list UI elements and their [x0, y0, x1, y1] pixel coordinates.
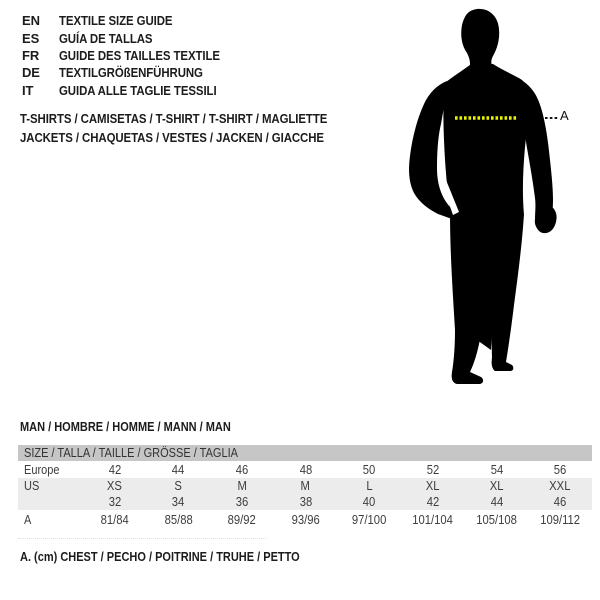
language-label	[59, 65, 242, 80]
table-cell	[147, 463, 211, 477]
language-label-text: TEXTILGRÖßENFÜHRUNG	[59, 65, 203, 81]
table-cell	[210, 495, 274, 509]
table-cell	[528, 495, 592, 509]
cell-value: M	[300, 479, 311, 493]
category-line-tshirts-text: T-SHIRTS / CAMISETAS / T-SHIRT / T-SHIRT / MAGLIETTE	[20, 111, 328, 126]
cell-value: 56	[553, 462, 567, 477]
language-row-es	[22, 29, 242, 46]
category-line-jackets-text: JACKETS / CHAQUETAS / VESTES / JACKEN / GIACCHE	[20, 130, 324, 145]
cell-value: 105/108	[476, 512, 517, 527]
table-row-us	[18, 478, 592, 494]
table-cell	[83, 495, 147, 509]
language-row-it	[22, 82, 242, 99]
cell-value: 40	[363, 495, 376, 509]
table-cell	[83, 479, 147, 493]
table-cell	[274, 513, 338, 527]
measurement-label-a: A	[560, 108, 569, 123]
language-row-de	[22, 64, 242, 81]
table-cell	[147, 479, 211, 493]
man-silhouette-figure	[402, 4, 574, 389]
table-cell	[401, 495, 465, 509]
category-line-jackets	[20, 128, 369, 147]
language-label-text: TEXTILE SIZE GUIDE	[59, 13, 173, 29]
man-silhouette-svg	[402, 4, 574, 389]
language-label-text: GUIDE DES TAILLES TEXTILE	[59, 47, 220, 63]
table-cell	[528, 463, 592, 477]
table-cell	[147, 513, 211, 527]
table-cell	[465, 479, 529, 493]
table-cell	[338, 479, 402, 493]
table-row-us-numeric	[18, 494, 592, 510]
language-label	[59, 31, 242, 46]
table-cell	[274, 479, 338, 493]
category-line-tshirts	[20, 109, 369, 128]
table-cell	[465, 495, 529, 509]
cell-value: 81/84	[100, 512, 129, 527]
language-label	[59, 83, 242, 98]
cell-value: 36	[235, 495, 249, 509]
cell-value: 93/96	[291, 512, 320, 527]
table-cell	[338, 463, 402, 477]
language-row-fr	[22, 47, 242, 64]
language-label-text: GUÍA DE TALLAS	[59, 30, 153, 46]
table-cell	[401, 479, 465, 493]
cell-value: 97/100	[352, 512, 387, 527]
size-table-header-text: SIZE / TALLA / TAILLE / GRÖSSE / TAGLIA	[24, 446, 238, 460]
language-label	[59, 13, 242, 28]
table-cell	[465, 463, 529, 477]
silhouette-torso	[443, 64, 528, 220]
size-table-header	[18, 445, 592, 461]
table-cell	[528, 513, 592, 527]
language-code: FR	[22, 47, 40, 63]
size-table	[18, 445, 592, 529]
table-cell	[274, 463, 338, 477]
table-row-chest-a	[18, 510, 592, 529]
row-label	[18, 463, 83, 477]
table-cell	[528, 479, 592, 493]
table-cell	[465, 513, 529, 527]
cell-value: 34	[172, 495, 185, 509]
table-cell	[401, 513, 465, 527]
cell-value: 50	[363, 462, 376, 477]
cell-value: XL	[489, 479, 504, 493]
language-label	[59, 48, 242, 63]
language-code: IT	[22, 82, 34, 98]
cell-value: L	[366, 479, 373, 493]
row-label	[18, 479, 83, 493]
cell-value: 42	[426, 495, 440, 509]
cell-value: 32	[108, 495, 122, 509]
cell-value: 46	[235, 462, 249, 477]
table-cell	[147, 495, 211, 509]
table-cell	[401, 463, 465, 477]
table-cell	[210, 479, 274, 493]
language-code: EN	[22, 13, 40, 29]
measurement-footnote-text: A. (cm) CHEST / PECHO / POITRINE / TRUHE / PETTO	[20, 550, 300, 564]
cell-value: 38	[299, 495, 312, 509]
language-code: ES	[22, 30, 40, 46]
cell-value: 101/104	[412, 512, 454, 527]
cell-value: 46	[553, 495, 567, 509]
cell-value: 44	[172, 462, 185, 477]
row-label-text: A	[24, 512, 32, 527]
cell-value: 89/92	[227, 512, 257, 527]
cell-value: 85/88	[164, 512, 193, 527]
language-list	[22, 12, 242, 99]
section-title-man	[20, 420, 260, 434]
cell-value: XXL	[549, 479, 571, 493]
category-lines	[20, 109, 369, 147]
table-cell	[338, 495, 402, 509]
cell-value: S	[174, 479, 183, 493]
cell-value: 52	[426, 462, 440, 477]
table-row-europe	[18, 461, 592, 478]
cell-value: 54	[490, 462, 503, 477]
cell-value: 48	[299, 462, 312, 477]
table-cell	[210, 463, 274, 477]
cell-value: M	[237, 479, 247, 493]
row-label-text: US	[24, 479, 40, 493]
cell-value: 42	[108, 462, 122, 477]
language-row-en	[22, 12, 242, 29]
language-code: DE	[22, 65, 40, 81]
language-label-text: GUIDA ALLE TAGLIE TESSILI	[59, 82, 217, 98]
measurement-footnote	[20, 550, 338, 564]
table-cell	[210, 513, 274, 527]
cell-value: XS	[107, 479, 123, 493]
row-label-text: Europe	[24, 462, 60, 477]
table-bottom-divider	[18, 538, 266, 539]
cell-value: 44	[490, 495, 503, 509]
silhouette-head	[461, 9, 499, 71]
section-title-text: MAN / HOMBRE / HOMME / MANN / MAN	[20, 420, 231, 434]
table-cell	[274, 495, 338, 509]
cell-value: 109/112	[540, 512, 581, 527]
row-label	[18, 513, 83, 527]
cell-value: XL	[426, 479, 440, 493]
table-cell	[338, 513, 402, 527]
table-cell	[83, 463, 147, 477]
row-label	[18, 495, 83, 509]
table-cell	[83, 513, 147, 527]
